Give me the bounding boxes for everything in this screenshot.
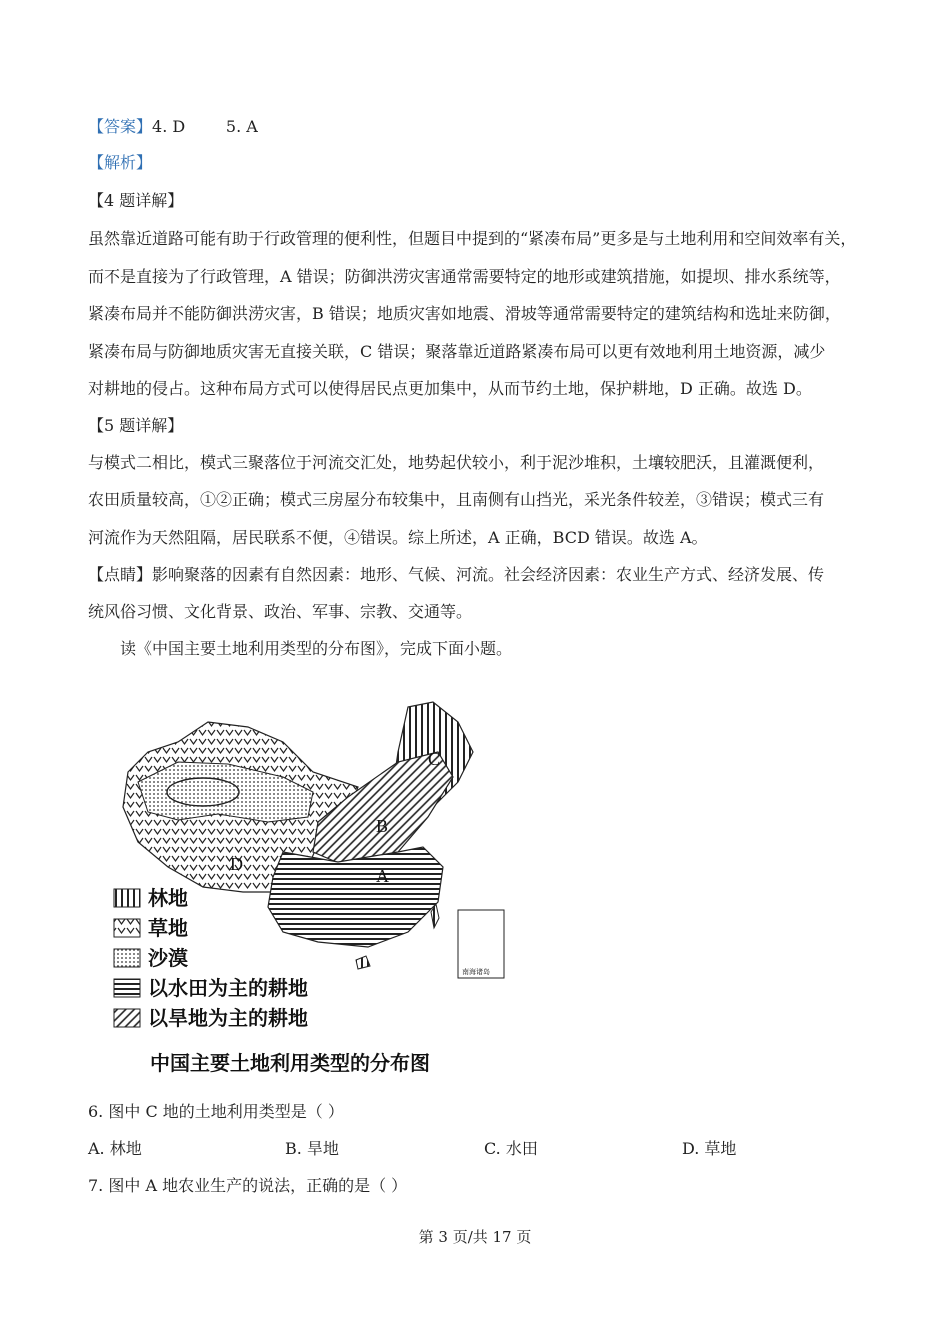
legend-swatch-dry xyxy=(114,1009,140,1027)
legend-swatch-paddy xyxy=(114,979,140,997)
tip-text: 影响聚落的因素有自然因素：地形、气候、河流。社会经济因素：农业生产方式、经济发展、传 xyxy=(152,565,825,584)
q6-option-c[interactable]: C. 水田 xyxy=(484,1139,538,1158)
tip-line-2: 统风俗习惯、文化背景、政治、军事、宗教、交通等。 xyxy=(88,602,473,621)
land-use-map xyxy=(108,692,538,1084)
legend-swatch-grass xyxy=(114,919,140,937)
q4-line: 紧凑布局与防御地质灾害无直接关联，C 错误；聚落靠近道路紧凑布局可以更有效地利用土地资源，减少 xyxy=(88,342,826,361)
q7-stem: 7. 图中 A 地农业生产的说法，正确的是（ ） xyxy=(88,1176,408,1195)
page-footer: 第 3 页/共 17 页 xyxy=(418,1228,532,1246)
legend-label: 沙漠 xyxy=(148,946,188,970)
map-label-d: D xyxy=(230,854,243,874)
legend-label: 以旱地为主的耕地 xyxy=(148,1006,308,1030)
land-use-map-figure xyxy=(108,692,538,1084)
map-label-a: A xyxy=(376,866,389,886)
q5-line: 农田质量较高，①②正确；模式三房屋分布较集中，且南侧有山挡光，采光条件较差，③错误；模式三有 xyxy=(88,490,825,509)
q4-heading: 【4 题详解】 xyxy=(88,191,184,210)
q5-line: 河流作为天然阻隔，居民联系不便，④错误。综上所述，A 正确，BCD 错误。故选 A。 xyxy=(88,528,708,547)
map-label-b: B xyxy=(376,816,389,836)
legend-swatch-desert xyxy=(114,949,140,967)
q6-option-d[interactable]: D. 草地 xyxy=(682,1139,737,1158)
legend-label: 林地 xyxy=(148,886,188,910)
legend-swatch-forest xyxy=(114,889,140,907)
dryland-region xyxy=(313,752,453,867)
q4-line: 对耕地的侵占。这种布局方式可以使得居民点更加集中，从而节约土地，保护耕地，D 正确。故选 D。 xyxy=(88,379,812,398)
q6-stem: 6. 图中 C 地的土地利用类型是（ ） xyxy=(88,1102,344,1121)
q5-line: 与模式二相比，模式三聚落位于河流交汇处，地势起伏较小，利于泥沙堆积，土壤较肥沃，且灌溉便利， xyxy=(88,453,825,472)
legend-label: 以水田为主的耕地 xyxy=(148,976,308,1000)
q4-line: 虽然靠近道路可能有助于行政管理的便利性，但题目中提到的“紧凑布局”更多是与土地利用和空间效率有关， xyxy=(88,229,857,248)
basin-desert xyxy=(167,778,239,806)
south-china-sea-inset xyxy=(458,910,504,978)
tip-line xyxy=(88,564,824,586)
q6-option-a[interactable]: A. 林地 xyxy=(88,1139,142,1158)
map-title: 中国主要土地利用类型的分布图 xyxy=(150,1051,430,1075)
map-intro: 读《中国主要土地利用类型的分布图》，完成下面小题。 xyxy=(120,639,513,658)
inset-label: 南海诸岛 xyxy=(462,969,490,976)
answer-line xyxy=(88,116,258,138)
q5-heading: 【5 题详解】 xyxy=(88,416,184,435)
answer-tag: 【答案】 xyxy=(88,117,153,136)
q4-line: 而不是直接为了行政管理，A 错误；防御洪涝灾害通常需要特定的地形或建筑措施，如提坝、排水系统等， xyxy=(88,267,841,286)
map-label-c: C xyxy=(428,749,441,769)
legend-label: 草地 xyxy=(148,916,188,940)
hainan-island xyxy=(356,956,370,969)
paddy-region xyxy=(268,847,443,947)
tip-tag: 【点睛】 xyxy=(88,565,153,584)
analysis-tag: 【解析】 xyxy=(88,153,153,172)
answer-text: 4. D 5. A xyxy=(152,117,258,136)
q4-line: 紧凑布局并不能防御洪涝灾害，B 错误；地质灾害如地震、滑坡等通常需要特定的建筑结构和选址来防御， xyxy=(88,304,841,323)
q6-option-b[interactable]: B. 旱地 xyxy=(285,1139,339,1158)
